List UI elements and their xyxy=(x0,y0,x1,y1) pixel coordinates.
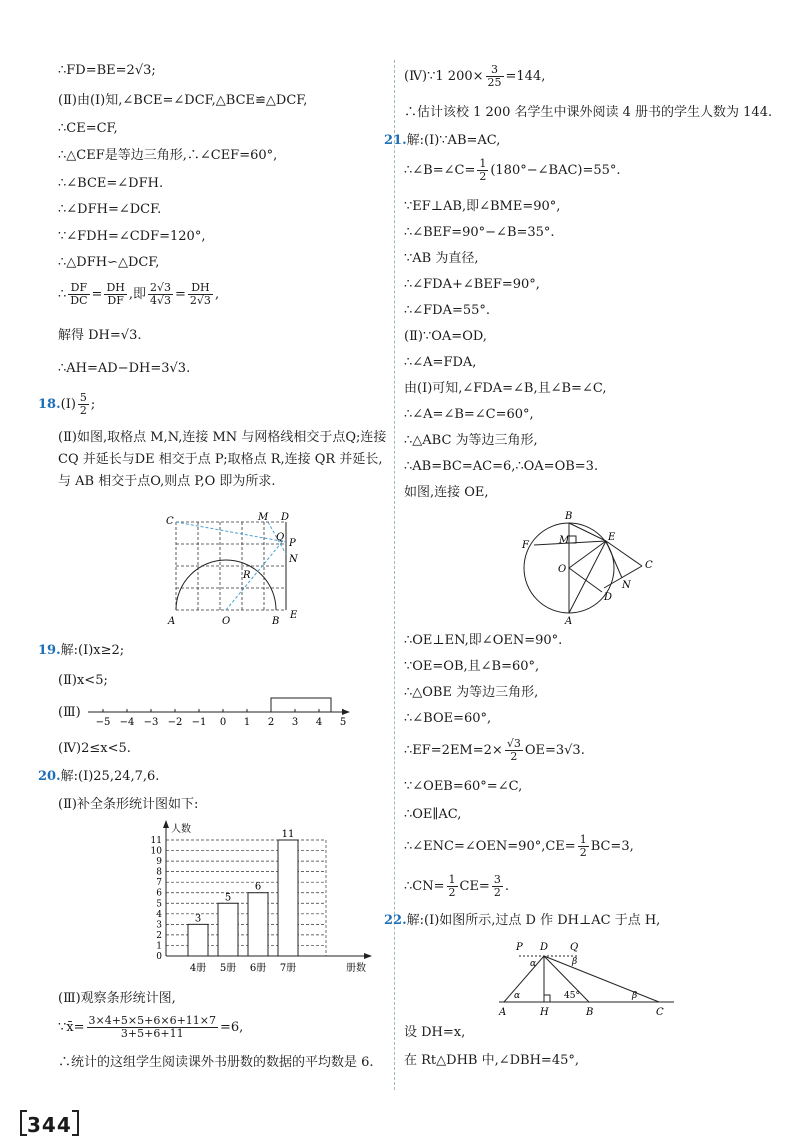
text-line: 在 Rt△DHB 中,∠DBH=45°, xyxy=(404,1053,579,1068)
denominator: 2 xyxy=(79,404,87,417)
text: ∴ xyxy=(58,287,67,302)
triangle-figure xyxy=(494,938,684,1020)
bar-value-label: 5 xyxy=(224,892,232,904)
text-line: (Ⅲ) xyxy=(58,705,81,720)
label-M: M xyxy=(258,512,269,523)
text-line: 由(Ⅰ)可知,∠FDA=∠B,且∠B=∠C, xyxy=(404,381,607,396)
question-19-line xyxy=(38,642,124,660)
numerator: 1 xyxy=(448,873,456,886)
numerator: 3 xyxy=(486,64,504,77)
text-line: ∵EF⊥AB,即∠BME=90°, xyxy=(404,199,561,214)
label-B: B xyxy=(586,1007,594,1018)
text-line: ∴△OBE 为等边三角形, xyxy=(404,685,539,700)
question-number: 19. xyxy=(38,643,61,658)
denominator: 2 xyxy=(448,886,456,899)
fraction-line xyxy=(404,874,509,900)
label-M: M xyxy=(559,535,570,546)
text-line: ∴估计该校 1 200 名学生中课外阅读 4 册书的学生人数为 144. xyxy=(404,105,773,120)
x-tick-label: 4册 xyxy=(189,963,207,974)
denominator: 2 xyxy=(579,846,587,859)
label-E: E xyxy=(290,610,298,621)
question-20-line xyxy=(38,768,159,786)
y-tick-label: 6 xyxy=(156,888,162,899)
text-line: ∴∠FDA=55°. xyxy=(404,303,491,318)
bar-chart xyxy=(142,818,392,978)
fraction xyxy=(477,158,488,183)
text-line: ∴统计的这组学生阅读课外书册数的数据的平均数是 6. xyxy=(58,1055,374,1070)
denominator: 2√3 xyxy=(189,294,211,307)
label-A: A xyxy=(499,1007,507,1018)
circle-figure xyxy=(514,508,664,626)
text-line: ∴∠BEF=90°−∠B=35°. xyxy=(404,225,555,240)
column-divider xyxy=(394,60,395,1090)
bar xyxy=(248,893,268,956)
numerator: DH xyxy=(106,281,125,294)
text-line: (Ⅱ)∵OA=OD, xyxy=(404,329,487,344)
tick-label: 5 xyxy=(339,717,347,728)
text: 解:(Ⅰ)∵AB=AC, xyxy=(406,133,501,148)
label-B: B xyxy=(565,511,573,522)
text: , xyxy=(214,287,220,302)
label-45-degrees: 45° xyxy=(564,991,580,1001)
text-line: ∴CE=CF, xyxy=(58,121,118,136)
text: ∴∠ENC=∠OEN=90°,CE= xyxy=(404,839,576,854)
denominator: 2 xyxy=(479,170,487,183)
fraction-line xyxy=(404,158,621,184)
numerator: 3 xyxy=(493,873,501,886)
label-alpha: α xyxy=(530,959,537,969)
text: =144, xyxy=(505,69,546,84)
text: =6, xyxy=(220,1020,244,1035)
text: ∴∠B=∠C= xyxy=(404,163,476,178)
denominator: 2 xyxy=(493,886,501,899)
tick-label: 3 xyxy=(291,717,299,728)
label-Q: Q xyxy=(570,942,579,953)
numerator: DH xyxy=(188,282,213,295)
numerator: √3 xyxy=(506,737,521,750)
text-line: ∵∠OEB=60°=∠C, xyxy=(404,779,523,794)
text-line: (Ⅳ)2≤x<5. xyxy=(58,741,131,756)
text: (180°−∠BAC)=55°. xyxy=(490,163,621,178)
text: CE= xyxy=(459,879,490,894)
question-21-line xyxy=(384,132,500,150)
page-number-text: 344 xyxy=(27,1113,72,1137)
text-line: 如图,连接 OE, xyxy=(404,485,489,500)
bracket-left xyxy=(20,1110,27,1136)
text-line: ∵OE=OB,且∠B=60°, xyxy=(404,659,540,674)
solution-bracket xyxy=(271,698,331,712)
text-line: ∴∠A=∠B=∠C=60°, xyxy=(404,407,534,422)
fraction xyxy=(148,282,173,307)
text-line: ∴AH=AD−DH=3√3. xyxy=(58,361,191,376)
fraction xyxy=(486,64,504,89)
label-C: C xyxy=(166,516,174,527)
label-alpha: α xyxy=(514,991,521,1001)
label-P: P xyxy=(289,538,296,549)
fraction xyxy=(578,834,589,859)
text: 解:(Ⅰ)25,24,7,6. xyxy=(60,769,160,784)
fraction xyxy=(188,282,213,307)
fraction xyxy=(447,874,458,899)
bar-value-label: 3 xyxy=(194,913,202,925)
label-C: C xyxy=(656,1007,664,1018)
denominator: 3+5+6+11 xyxy=(120,1027,184,1040)
label-E: E xyxy=(608,532,616,543)
text: ∴EF=2EM=2× xyxy=(404,743,503,758)
text-line: ∴OE∥AC, xyxy=(404,807,462,822)
y-tick-label: 7 xyxy=(156,878,162,889)
numerator: 2√3 xyxy=(150,281,172,294)
y-tick-label: 10 xyxy=(150,846,162,857)
text-line: 设 DH=x, xyxy=(404,1025,466,1040)
fraction xyxy=(505,738,523,763)
page-number xyxy=(20,1110,79,1137)
x-tick-label: 6册 xyxy=(249,963,267,974)
fraction xyxy=(78,392,89,417)
text-line: ∵∠FDH=∠CDF=120°, xyxy=(58,229,206,244)
label-C: C xyxy=(645,560,653,571)
text: (Ⅰ) xyxy=(60,397,76,412)
text: ; xyxy=(90,397,96,412)
label-B: B xyxy=(272,616,280,627)
fraction xyxy=(68,282,89,307)
bar xyxy=(188,924,208,956)
label-R: R xyxy=(243,570,251,581)
text: = xyxy=(91,287,103,302)
label-O: O xyxy=(558,564,567,575)
label-P: P xyxy=(516,942,523,953)
text-line: ∴AB=BC=AC=6,∴OA=OB=3. xyxy=(404,459,599,474)
y-axis-label: 人数 xyxy=(171,824,191,835)
bracket-right xyxy=(72,1110,79,1136)
label-D: D xyxy=(540,942,549,953)
label-D: D xyxy=(604,592,613,603)
y-tick-label: 11 xyxy=(150,836,162,846)
question-number: 20. xyxy=(38,769,61,784)
y-tick-label: 9 xyxy=(156,857,162,868)
text-line: ∴OE⊥EN,即∠OEN=90°. xyxy=(404,633,563,648)
tick-label: 1 xyxy=(243,717,251,728)
bar-value-label: 6 xyxy=(254,881,262,893)
bar xyxy=(218,903,238,956)
bar-value-label: 11 xyxy=(281,829,295,840)
text-line: (Ⅱ)x<5; xyxy=(58,673,108,688)
denominator: DF xyxy=(107,294,124,307)
mean-formula xyxy=(58,1014,243,1042)
tick-label: 0 xyxy=(219,717,227,728)
text-line: ∴∠FDA+∠BEF=90°, xyxy=(404,277,540,292)
numerator: 1 xyxy=(579,833,587,846)
label-Q: Q xyxy=(276,532,285,543)
y-tick-label: 4 xyxy=(156,909,162,920)
x-tick-label: 7册 xyxy=(279,963,297,974)
denominator: 2 xyxy=(510,750,518,763)
fraction-line xyxy=(404,64,545,90)
text: = xyxy=(175,287,186,302)
numerator: 5 xyxy=(79,391,87,404)
label-A: A xyxy=(168,616,176,627)
text: OE=3√3. xyxy=(524,743,585,758)
y-tick-label: 8 xyxy=(156,867,162,878)
fraction-line xyxy=(404,738,585,764)
text-line: ∴∠BCE=∠DFH. xyxy=(58,176,164,191)
text: . xyxy=(504,879,509,894)
y-tick-label: 5 xyxy=(156,899,162,910)
tick-label: −2 xyxy=(167,717,183,728)
y-tick-label: 0 xyxy=(156,952,162,962)
text-line: ∴△ABC 为等边三角形, xyxy=(404,433,538,448)
paragraph: (Ⅱ)如图,取格点 M,N,连接 MN 与网格线相交于点Q;连接 CQ 并延长与DE 相交于点 P;取格点 R,连接 QR 并延长,与 AB 相交于点O,则点 P,O 即为所求. xyxy=(58,430,387,489)
text-line: ∴∠A=FDA, xyxy=(404,355,477,370)
text-line: (Ⅱ)补全条形统计图如下: xyxy=(58,797,199,812)
denominator: 4√3 xyxy=(150,294,172,307)
text-line: ∴△DFH∽△DCF, xyxy=(58,255,160,270)
text-line: ∴△CEF是等边三角形,∴∠CEF=60°, xyxy=(58,148,278,163)
question-number: 22. xyxy=(384,913,407,928)
numerator: DF xyxy=(68,282,89,295)
tick-label: 4 xyxy=(315,717,323,728)
text-line: ∴∠BOE=60°, xyxy=(404,711,492,726)
label-N: N xyxy=(622,580,631,591)
text-line: (Ⅲ)观察条形统计图, xyxy=(58,991,176,1006)
label-N: N xyxy=(289,554,298,565)
question-22-line xyxy=(384,912,660,930)
tick-label: 2 xyxy=(267,717,275,728)
text-line: (Ⅱ)由(Ⅰ)知,∠BCE=∠DCF,△BCE≌△DCF, xyxy=(58,93,308,108)
label-beta: β xyxy=(632,991,638,1001)
text: BC=3, xyxy=(590,839,634,854)
fraction-line xyxy=(58,282,219,308)
text-line: ∵AB 为直径, xyxy=(404,251,479,266)
fraction xyxy=(104,282,126,307)
text: (Ⅳ)∵1 200× xyxy=(404,69,484,84)
tick-label: −1 xyxy=(191,717,207,728)
text-line: 解得 DH=√3. xyxy=(58,328,142,343)
label-A: A xyxy=(565,616,573,626)
tick-label: −4 xyxy=(119,717,135,728)
numerator: 3×4+5×5+6×6+11×7 xyxy=(88,1014,217,1027)
denominator: 25 xyxy=(487,76,502,89)
fraction xyxy=(87,1015,219,1040)
text: ∴CN= xyxy=(404,879,445,894)
tick-label: −3 xyxy=(143,717,159,728)
label-F: F xyxy=(522,540,529,551)
grid-figure xyxy=(166,510,366,630)
text: 解:(Ⅰ)如图所示,过点 D 作 DH⊥AC 于点 H, xyxy=(406,913,661,928)
y-tick-label: 1 xyxy=(156,941,162,952)
text: 解:(Ⅰ)x≥2; xyxy=(60,643,125,658)
text-line: ∴FD=BE=2√3; xyxy=(58,63,156,78)
bar xyxy=(278,840,298,956)
text: ,即 xyxy=(128,287,146,302)
fraction-line xyxy=(404,834,634,860)
tick-label: −5 xyxy=(95,717,111,728)
text: ∵x̄= xyxy=(58,1020,85,1035)
label-H: H xyxy=(540,1007,549,1018)
y-tick-label: 3 xyxy=(156,920,162,931)
label-D: D xyxy=(281,512,290,523)
number-line xyxy=(88,690,358,730)
x-tick-label: 5册 xyxy=(219,963,237,974)
y-axis-arrow-icon xyxy=(163,820,169,828)
y-tick-label: 2 xyxy=(156,930,162,941)
question-number: 18. xyxy=(38,397,61,412)
x-axis-label: 册数 xyxy=(346,963,366,974)
question-18-line xyxy=(38,392,95,418)
numerator: 1 xyxy=(479,157,487,170)
fraction xyxy=(492,874,503,899)
x-axis-arrow-icon xyxy=(364,953,372,959)
label-O: O xyxy=(222,616,231,627)
denominator: DC xyxy=(70,294,88,307)
question-number: 21. xyxy=(384,133,407,148)
text-line: ∴∠DFH=∠DCF. xyxy=(58,202,162,217)
label-beta: β xyxy=(572,957,578,967)
